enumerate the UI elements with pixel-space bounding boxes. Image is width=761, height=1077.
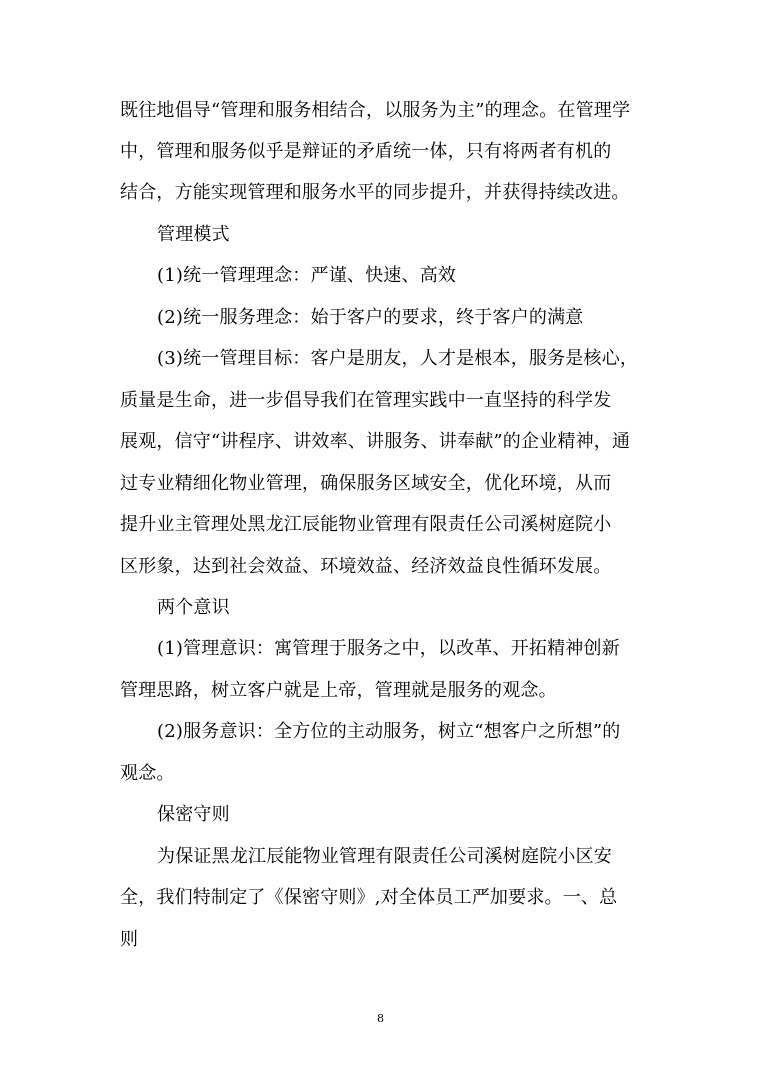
section-heading-management-mode: 管理模式 — [157, 224, 230, 245]
section-heading-two-awareness: 两个意识 — [157, 597, 230, 618]
text-line: 管理思路，树立客户就是上帝，管理就是服务的观念。 — [120, 680, 557, 701]
text-line: (3)统一管理目标：客户是朋友，人才是根本，服务是核心， — [157, 348, 639, 369]
text-line: (1)统一管理理念：严谨、快速、高效 — [157, 265, 457, 286]
text-line: 中，管理和服务似乎是辩证的矛盾统一体，只有将两者有机的 — [120, 141, 612, 162]
text-line: 为保证黑龙江辰能物业管理有限责任公司溪树庭院小区安 — [157, 846, 612, 867]
text-line: 区形象，达到社会效益、环境效益、经济效益良性循环发展。 — [120, 556, 612, 577]
text-line: 过专业精细化物业管理，确保服务区域安全，优化环境，从而 — [120, 473, 612, 494]
text-line: (1)管理意识：寓管理于服务之中，以改革、开拓精神创新 — [157, 638, 620, 659]
text-line: 观念。 — [120, 763, 175, 784]
text-line: 提升业主管理处黑龙江辰能物业管理有限责任公司溪树庭院小 — [120, 514, 612, 535]
text-line: 展观，信守“讲程序、讲效率、讲服务、讲奉献”的企业精神，通 — [120, 431, 631, 452]
text-line: 全，我们特制定了《保密守则》,对全体员工严加要求。一、总 — [120, 887, 618, 908]
section-heading-confidentiality-rules: 保密守则 — [157, 804, 230, 825]
text-line: 既往地倡导“管理和服务相结合，以服务为主”的理念。在管理学 — [120, 100, 631, 121]
page-number: 8 — [377, 1012, 384, 1025]
text-line: (2)统一服务理念：始于客户的要求，终于客户的满意 — [157, 307, 584, 328]
text-line: 结合，方能实现管理和服务水平的同步提升，并获得持续改进。 — [120, 182, 630, 203]
text-line: 则 — [120, 929, 139, 950]
text-line: 质量是生命，进一步倡导我们在管理实践中一直坚持的科学发 — [120, 390, 612, 411]
text-line: (2)服务意识：全方位的主动服务，树立“想客户之所想”的 — [157, 721, 621, 742]
